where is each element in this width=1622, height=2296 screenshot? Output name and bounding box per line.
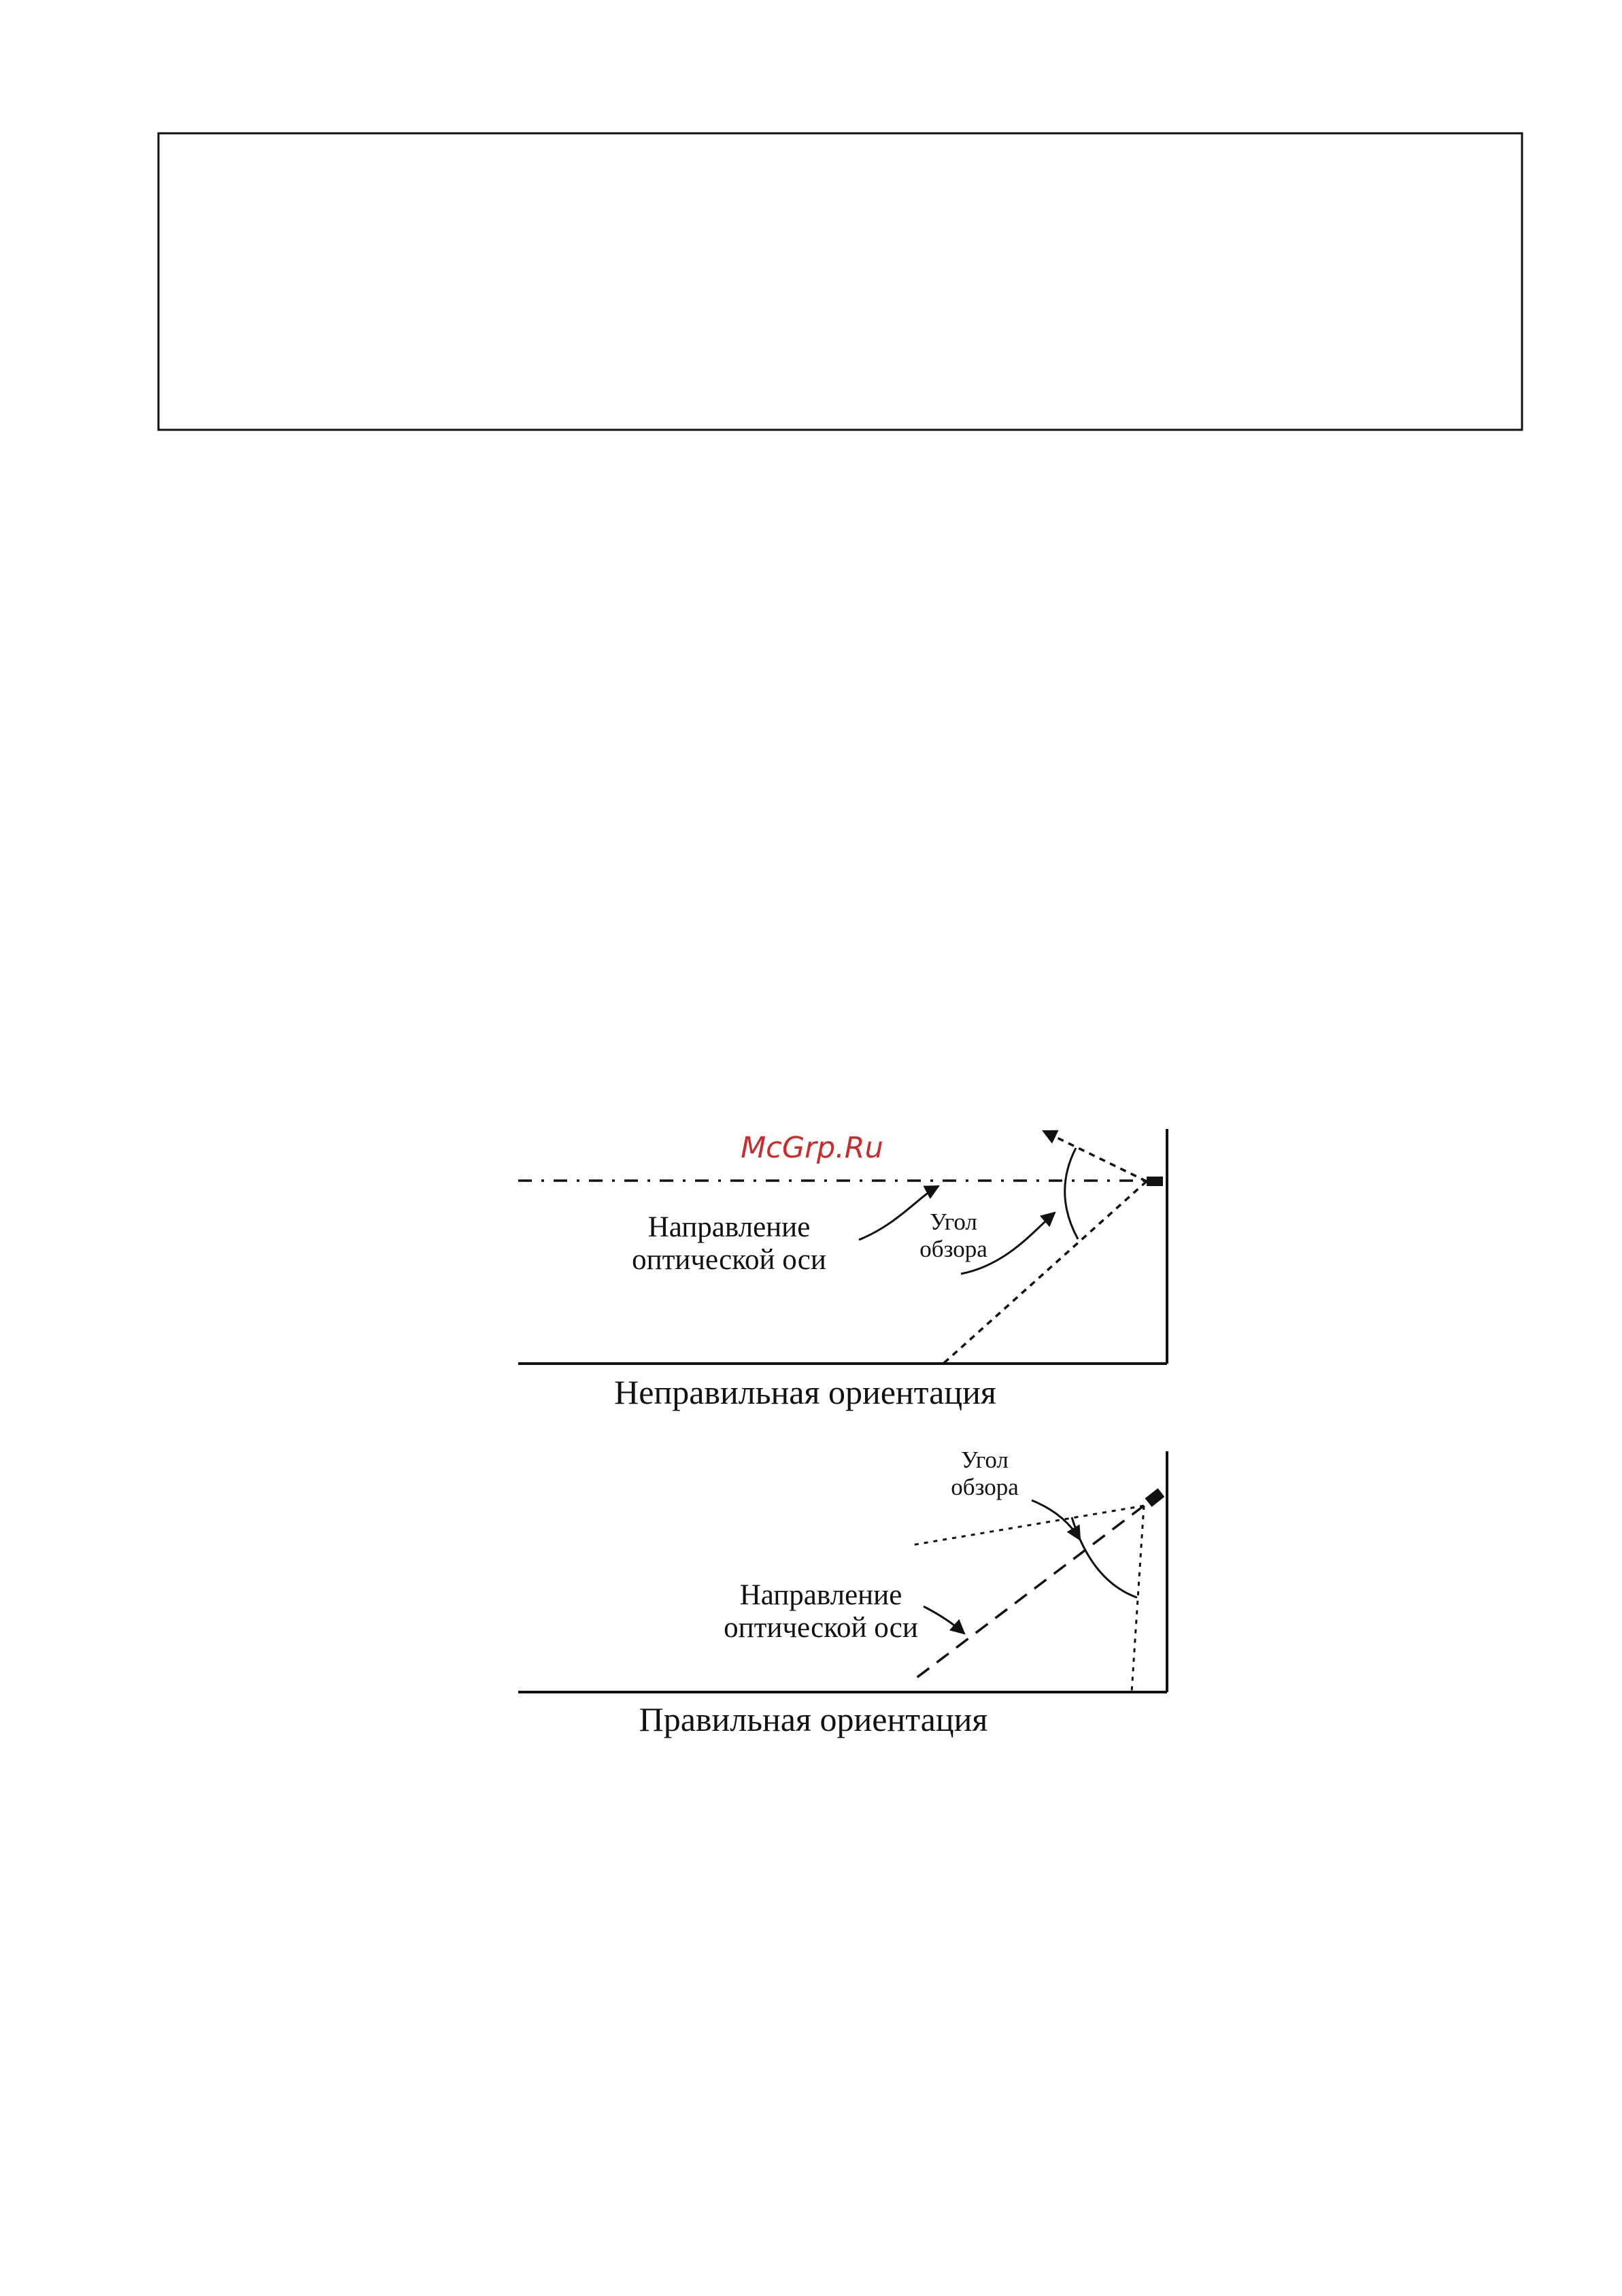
axis-label-line2: оптической оси bbox=[632, 1244, 826, 1276]
diagram-incorrect bbox=[518, 1129, 1167, 1411]
angle-label-line2: обзора bbox=[951, 1474, 1019, 1500]
angle-label-line1: Угол bbox=[961, 1447, 1009, 1473]
angle-label-line1: Угол bbox=[930, 1209, 977, 1235]
header-frame bbox=[158, 133, 1522, 430]
axis-label-leader-arrow bbox=[859, 1186, 939, 1240]
view-angle-arc bbox=[1065, 1148, 1078, 1239]
caption-correct: Правильная ориентация bbox=[639, 1700, 988, 1738]
view-angle-arc bbox=[1072, 1517, 1137, 1598]
axis-label-line1: Направление bbox=[739, 1579, 902, 1611]
view-boundary-upper bbox=[1043, 1131, 1147, 1181]
axis-label-line1: Направление bbox=[647, 1211, 811, 1243]
optical-axis-line bbox=[912, 1506, 1144, 1681]
view-boundary-upper bbox=[911, 1506, 1144, 1545]
axis-label-leader-arrow bbox=[924, 1606, 964, 1634]
camera-icon bbox=[1145, 1488, 1165, 1506]
caption-incorrect: Неправильная ориентация bbox=[614, 1373, 996, 1411]
diagram-correct bbox=[518, 1447, 1167, 1738]
view-boundary-lower bbox=[1132, 1506, 1144, 1692]
camera-icon bbox=[1147, 1177, 1163, 1186]
axis-label-line2: оптической оси bbox=[724, 1612, 918, 1644]
watermark-text: McGrp.Ru bbox=[741, 1131, 883, 1165]
angle-label-line2: обзора bbox=[919, 1236, 987, 1262]
